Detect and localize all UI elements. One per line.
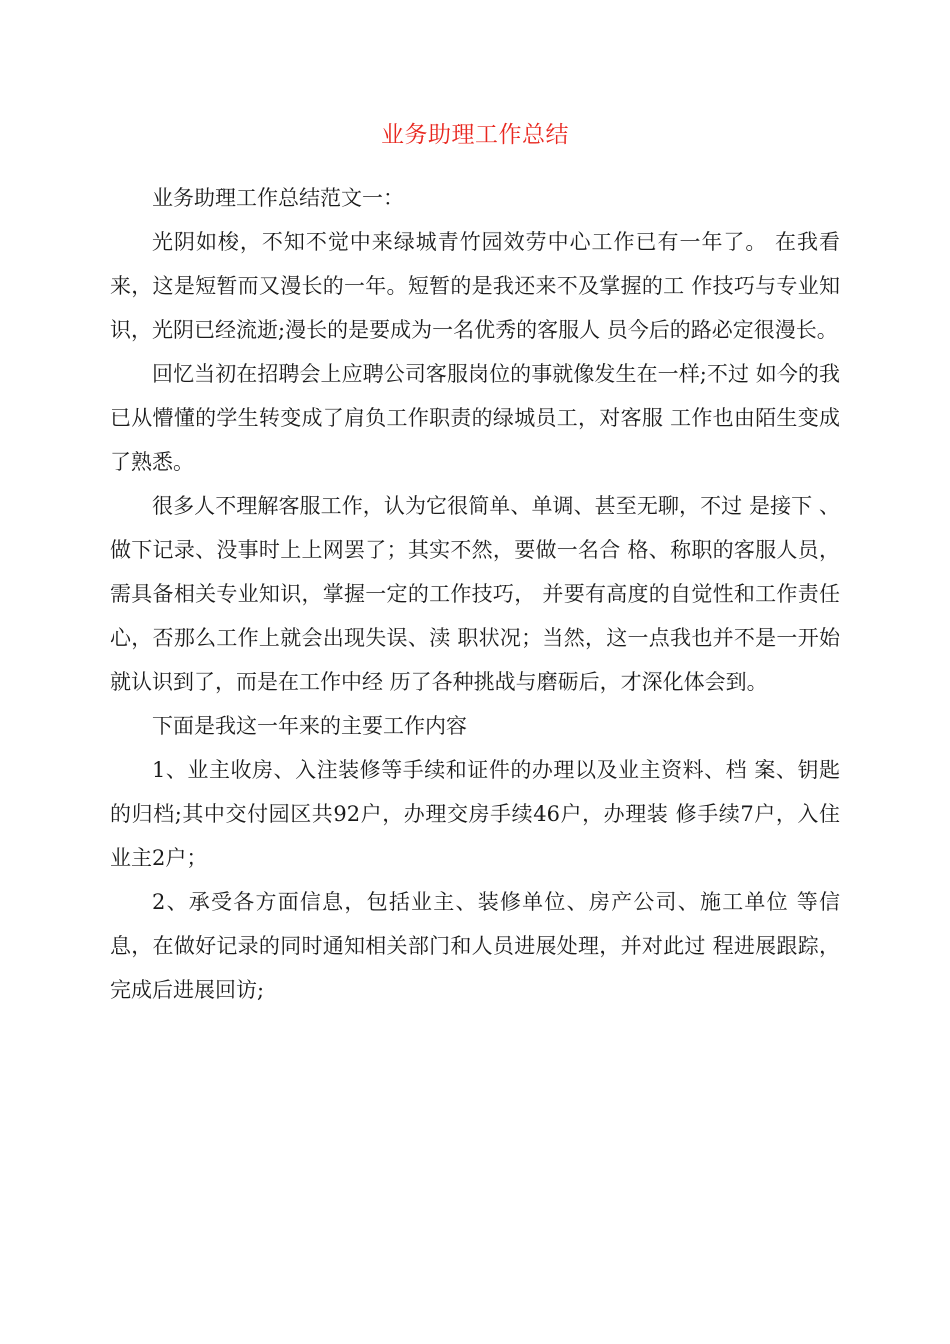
work-item-1: 1、业主收房、入注装修等手续和证件的办理以及业主资料、档 案、钥匙的归档;其中交付园区共92户，办理交房手续46户，办理装 修手续7户，入住业主2户； <box>110 758 840 870</box>
paragraph-2: 回忆当初在招聘会上应聘公司客服岗位的事就像发生在一样;不过 如今的我已从懵懂的学生转变成了肩负工作职责的绿城员工，对客服 工作也由陌生变成了熟悉。 <box>110 362 840 474</box>
work-content-heading: 下面是我这一年来的主要工作内容 <box>152 714 467 738</box>
paragraph-1: 光阴如梭，不知不觉中来绿城青竹园效劳中心工作已有一年了。 在我看来，这是短暂而又漫长的一年。短暂的是我还来不及掌握的工 作技巧与专业知识，光阴已经流逝;漫长的是要成为一名优秀的客服人 员今后的路必定很漫长。 <box>110 230 840 342</box>
paragraph-3: 很多人不理解客服工作，认为它很简单、单调、甚至无聊，不过 是接下 、做下记录、没事时上上网罢了；其实不然，要做一名合 格、称职的客服人员，需具备相关专业知识，掌握一定的工作技巧， 并要有高度的自觉性和工作责任心，否那么工作上就会出现失误、渎 职状况；当然，这一点我也并不是一开始就认识到了，而是在工作中经 历了各种挑战与磨砺后，才深化体会到。 <box>110 494 840 694</box>
document-title: 业务助理工作总结 <box>381 122 569 148</box>
document-body <box>110 176 840 1012</box>
intro-heading: 业务助理工作总结范文一： <box>152 186 404 210</box>
work-item-2: 2、承受各方面信息，包括业主、装修单位、房产公司、施工单位 等信息，在做好记录的同时通知相关部门和人员进展处理，并对此过 程进展跟踪，完成后进展回访; <box>110 890 840 1002</box>
